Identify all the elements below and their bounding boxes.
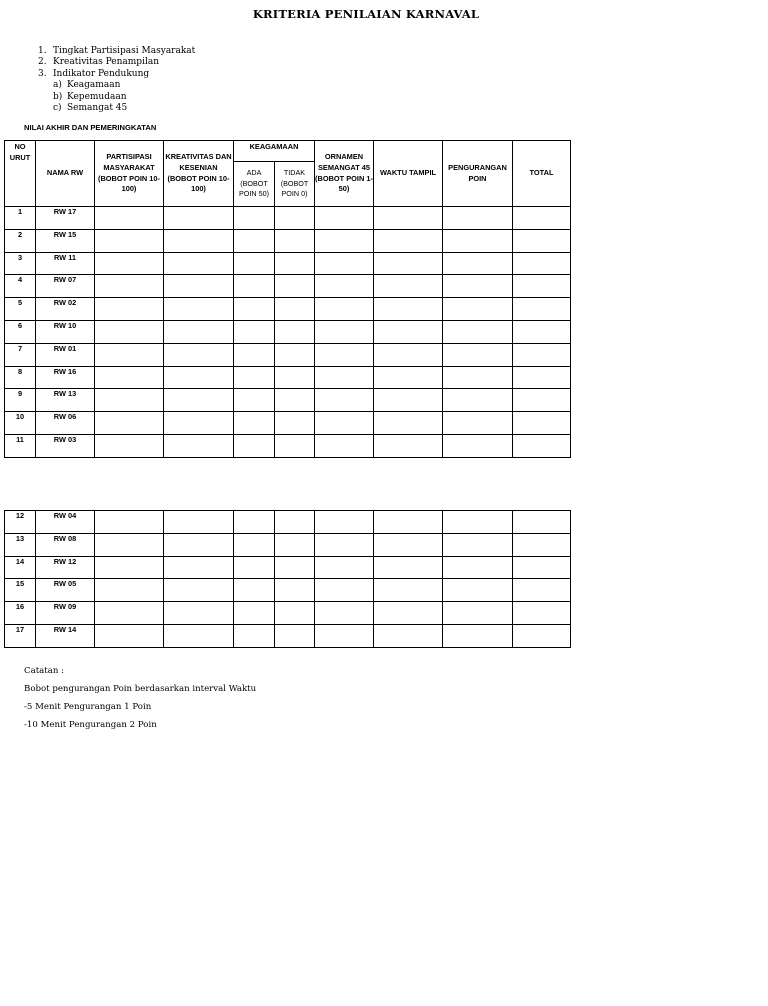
cell-score-empty[interactable] — [275, 252, 315, 275]
cell-no-urut: 6 — [5, 320, 36, 343]
cell-score-empty[interactable] — [443, 207, 513, 230]
cell-score-empty[interactable] — [513, 602, 571, 625]
cell-score-empty[interactable] — [374, 511, 443, 534]
cell-score-empty[interactable] — [234, 275, 275, 298]
cell-score-empty[interactable] — [275, 298, 315, 321]
cell-no-urut: 7 — [5, 343, 36, 366]
table-row — [5, 602, 571, 625]
cell-score-empty[interactable] — [374, 343, 443, 366]
table-row — [5, 207, 571, 230]
cell-score-empty[interactable] — [234, 602, 275, 625]
criteria-item — [38, 46, 195, 57]
cell-score-empty[interactable] — [234, 624, 275, 647]
cell-score-empty[interactable] — [95, 343, 164, 366]
cell-score-empty[interactable] — [374, 366, 443, 389]
sub-criteria-list — [38, 80, 195, 114]
cell-score-empty[interactable] — [95, 434, 164, 457]
cell-nama-rw: RW 01 — [36, 343, 95, 366]
cell-score-empty[interactable] — [513, 533, 571, 556]
sub-criteria-item — [53, 92, 195, 103]
criteria-item — [38, 69, 195, 80]
cell-score-empty[interactable] — [164, 275, 234, 298]
table-row — [5, 275, 571, 298]
cell-score-empty[interactable] — [315, 366, 374, 389]
notes-section — [24, 666, 256, 738]
cell-score-empty[interactable] — [443, 389, 513, 412]
cell-score-empty[interactable] — [513, 320, 571, 343]
cell-score-empty[interactable] — [95, 533, 164, 556]
sub-criteria-text: Keagamaan — [67, 80, 121, 91]
cell-score-empty[interactable] — [164, 579, 234, 602]
cell-score-empty[interactable] — [275, 320, 315, 343]
cell-score-empty[interactable] — [374, 207, 443, 230]
note-line: -5 Menit Pengurangan 1 Poin — [24, 702, 152, 712]
cell-nama-rw: RW 08 — [36, 533, 95, 556]
criteria-text: Tingkat Partisipasi Masyarakat — [53, 46, 196, 56]
cell-no-urut: 10 — [5, 412, 36, 435]
cell-score-empty[interactable] — [95, 412, 164, 435]
cell-score-empty[interactable] — [374, 320, 443, 343]
table-2-body — [5, 511, 571, 648]
table-row — [5, 579, 571, 602]
cell-score-empty[interactable] — [443, 298, 513, 321]
header-pengurangan-poin: PENGURANGAN POIN — [443, 141, 513, 207]
cell-score-empty[interactable] — [234, 343, 275, 366]
cell-nama-rw: RW 02 — [36, 298, 95, 321]
cell-score-empty[interactable] — [315, 207, 374, 230]
cell-nama-rw: RW 17 — [36, 207, 95, 230]
cell-score-empty[interactable] — [443, 229, 513, 252]
cell-score-empty[interactable] — [234, 579, 275, 602]
sub-criteria-item — [53, 103, 195, 114]
cell-score-empty[interactable] — [513, 275, 571, 298]
header-partisipasi: PARTISIPASI MASYARAKAT (BOBOT POIN 10-100) — [95, 141, 164, 207]
table-row — [5, 229, 571, 252]
sub-criteria-number: c) — [53, 103, 62, 114]
cell-score-empty[interactable] — [164, 320, 234, 343]
cell-score-empty[interactable] — [315, 624, 374, 647]
cell-score-empty[interactable] — [374, 298, 443, 321]
cell-score-empty[interactable] — [275, 207, 315, 230]
cell-nama-rw: RW 10 — [36, 320, 95, 343]
header-no-urut: NO URUT — [5, 141, 36, 207]
cell-score-empty[interactable] — [374, 389, 443, 412]
cell-score-empty[interactable] — [234, 207, 275, 230]
cell-score-empty[interactable] — [275, 511, 315, 534]
cell-score-empty[interactable] — [95, 556, 164, 579]
cell-no-urut: 8 — [5, 366, 36, 389]
cell-score-empty[interactable] — [315, 434, 374, 457]
sub-criteria-text: Kepemudaan — [67, 91, 127, 102]
cell-score-empty[interactable] — [513, 229, 571, 252]
cell-score-empty[interactable] — [315, 511, 374, 534]
cell-score-empty[interactable] — [95, 579, 164, 602]
header-keagamaan: KEAGAMAAN — [234, 141, 315, 162]
cell-score-empty[interactable] — [95, 298, 164, 321]
cell-score-empty[interactable] — [443, 252, 513, 275]
cell-score-empty[interactable] — [374, 556, 443, 579]
cell-nama-rw: RW 06 — [36, 412, 95, 435]
sub-criteria-item — [53, 80, 195, 91]
cell-no-urut: 16 — [5, 602, 36, 625]
cell-score-empty[interactable] — [95, 389, 164, 412]
cell-nama-rw: RW 13 — [36, 389, 95, 412]
cell-score-empty[interactable] — [443, 434, 513, 457]
cell-nama-rw: RW 04 — [36, 511, 95, 534]
cell-no-urut: 1 — [5, 207, 36, 230]
cell-score-empty[interactable] — [315, 343, 374, 366]
cell-score-empty[interactable] — [374, 275, 443, 298]
cell-no-urut: 5 — [5, 298, 36, 321]
cell-score-empty[interactable] — [164, 389, 234, 412]
cell-nama-rw: RW 09 — [36, 602, 95, 625]
cell-score-empty[interactable] — [234, 366, 275, 389]
cell-score-empty[interactable] — [164, 298, 234, 321]
cell-score-empty[interactable] — [374, 624, 443, 647]
cell-score-empty[interactable] — [275, 533, 315, 556]
cell-no-urut: 4 — [5, 275, 36, 298]
table-row — [5, 434, 571, 457]
cell-score-empty[interactable] — [513, 511, 571, 534]
cell-no-urut: 13 — [5, 533, 36, 556]
cell-nama-rw: RW 14 — [36, 624, 95, 647]
cell-no-urut: 12 — [5, 511, 36, 534]
table-row — [5, 412, 571, 435]
cell-score-empty[interactable] — [234, 412, 275, 435]
cell-score-empty[interactable] — [95, 252, 164, 275]
cell-score-empty[interactable] — [234, 511, 275, 534]
cell-score-empty[interactable] — [164, 533, 234, 556]
cell-score-empty[interactable] — [513, 556, 571, 579]
cell-score-empty[interactable] — [513, 412, 571, 435]
header-ada: ADA (BOBOT POIN 50) — [234, 162, 275, 207]
cell-score-empty[interactable] — [164, 229, 234, 252]
table-row — [5, 298, 571, 321]
cell-score-empty[interactable] — [275, 275, 315, 298]
cell-score-empty[interactable] — [234, 229, 275, 252]
sub-criteria-number: b) — [53, 91, 63, 102]
table-row — [5, 252, 571, 275]
criteria-text: Kreativitas Penampilan — [53, 57, 159, 68]
cell-score-empty[interactable] — [164, 366, 234, 389]
cell-score-empty[interactable] — [443, 579, 513, 602]
section-label: NILAI AKHIR DAN PEMERINGKATAN — [24, 123, 157, 132]
cell-score-empty[interactable] — [513, 389, 571, 412]
header-waktu-tampil: WAKTU TAMPIL — [374, 141, 443, 207]
cell-score-empty[interactable] — [443, 275, 513, 298]
cell-score-empty[interactable] — [374, 602, 443, 625]
cell-score-empty[interactable] — [95, 275, 164, 298]
note-line: -10 Menit Pengurangan 2 Poin — [24, 720, 157, 730]
notes-heading: Catatan : — [24, 666, 65, 676]
cell-nama-rw: RW 11 — [36, 252, 95, 275]
cell-score-empty[interactable] — [513, 207, 571, 230]
table-row — [5, 511, 571, 534]
cell-score-empty[interactable] — [164, 252, 234, 275]
cell-score-empty[interactable] — [275, 579, 315, 602]
cell-score-empty[interactable] — [443, 343, 513, 366]
cell-no-urut: 17 — [5, 624, 36, 647]
note-line: Bobot pengurangan Poin berdasarkan interval Waktu — [24, 684, 257, 694]
cell-score-empty[interactable] — [164, 207, 234, 230]
table-row — [5, 533, 571, 556]
cell-score-empty[interactable] — [513, 366, 571, 389]
table-row — [5, 320, 571, 343]
table-row — [5, 624, 571, 647]
cell-score-empty[interactable] — [234, 556, 275, 579]
cell-score-empty[interactable] — [443, 511, 513, 534]
cell-score-empty[interactable] — [164, 556, 234, 579]
score-table-2 — [4, 510, 571, 648]
cell-nama-rw: RW 16 — [36, 366, 95, 389]
cell-score-empty[interactable] — [275, 229, 315, 252]
score-table-1 — [4, 140, 571, 458]
cell-score-empty[interactable] — [315, 389, 374, 412]
cell-score-empty[interactable] — [315, 602, 374, 625]
cell-score-empty[interactable] — [315, 556, 374, 579]
cell-score-empty[interactable] — [374, 579, 443, 602]
cell-score-empty[interactable] — [443, 533, 513, 556]
cell-score-empty[interactable] — [513, 624, 571, 647]
cell-score-empty[interactable] — [275, 343, 315, 366]
cell-no-urut: 11 — [5, 434, 36, 457]
cell-score-empty[interactable] — [374, 229, 443, 252]
table-row — [5, 366, 571, 389]
cell-score-empty[interactable] — [95, 602, 164, 625]
criteria-text: Indikator Pendukung — [53, 68, 150, 79]
cell-score-empty[interactable] — [443, 556, 513, 579]
cell-nama-rw: RW 15 — [36, 229, 95, 252]
cell-score-empty[interactable] — [275, 434, 315, 457]
cell-no-urut: 9 — [5, 389, 36, 412]
cell-score-empty[interactable] — [164, 602, 234, 625]
document-title: KRITERIA PENILAIAN KARNAVAL — [252, 7, 480, 21]
cell-score-empty[interactable] — [275, 624, 315, 647]
cell-score-empty[interactable] — [443, 624, 513, 647]
cell-score-empty[interactable] — [275, 602, 315, 625]
sub-criteria-text: Semangat 45 — [67, 103, 128, 114]
cell-nama-rw: RW 07 — [36, 275, 95, 298]
header-kreativitas: KREATIVITAS DAN KESENIAN (BOBOT POIN 10-100) — [164, 141, 234, 207]
cell-score-empty[interactable] — [164, 511, 234, 534]
cell-score-empty[interactable] — [234, 389, 275, 412]
cell-score-empty[interactable] — [234, 298, 275, 321]
sub-criteria-number: a) — [53, 80, 62, 91]
cell-score-empty[interactable] — [234, 252, 275, 275]
cell-score-empty[interactable] — [275, 412, 315, 435]
cell-score-empty[interactable] — [513, 343, 571, 366]
cell-no-urut: 3 — [5, 252, 36, 275]
cell-score-empty[interactable] — [275, 366, 315, 389]
cell-score-empty[interactable] — [95, 229, 164, 252]
header-nama-rw: NAMA RW — [36, 141, 95, 207]
cell-score-empty[interactable] — [315, 320, 374, 343]
cell-score-empty[interactable] — [513, 298, 571, 321]
cell-score-empty[interactable] — [234, 434, 275, 457]
cell-score-empty[interactable] — [315, 533, 374, 556]
cell-score-empty[interactable] — [374, 434, 443, 457]
cell-score-empty[interactable] — [315, 229, 374, 252]
cell-score-empty[interactable] — [374, 533, 443, 556]
cell-nama-rw: RW 12 — [36, 556, 95, 579]
table-1-body — [5, 207, 571, 458]
cell-score-empty[interactable] — [95, 624, 164, 647]
cell-score-empty[interactable] — [95, 320, 164, 343]
cell-nama-rw: RW 05 — [36, 579, 95, 602]
cell-no-urut: 2 — [5, 229, 36, 252]
cell-score-empty[interactable] — [275, 556, 315, 579]
criteria-number: 1. — [38, 46, 47, 56]
cell-score-empty[interactable] — [513, 579, 571, 602]
cell-score-empty[interactable] — [95, 207, 164, 230]
cell-score-empty[interactable] — [164, 434, 234, 457]
cell-no-urut: 15 — [5, 579, 36, 602]
cell-score-empty[interactable] — [95, 511, 164, 534]
cell-score-empty[interactable] — [443, 366, 513, 389]
cell-score-empty[interactable] — [164, 624, 234, 647]
header-ornamen: ORNAMEN SEMANGAT 45 (BOBOT POIN 1- 50) — [315, 141, 374, 207]
cell-score-empty[interactable] — [95, 366, 164, 389]
cell-score-empty[interactable] — [315, 412, 374, 435]
cell-score-empty[interactable] — [513, 434, 571, 457]
cell-score-empty[interactable] — [374, 252, 443, 275]
cell-score-empty[interactable] — [164, 343, 234, 366]
criteria-item — [38, 57, 195, 68]
cell-score-empty[interactable] — [234, 533, 275, 556]
table-row — [5, 556, 571, 579]
criteria-number: 3. — [38, 68, 47, 79]
table-row — [5, 343, 571, 366]
cell-score-empty[interactable] — [443, 320, 513, 343]
cell-score-empty[interactable] — [315, 579, 374, 602]
table-row — [5, 389, 571, 412]
cell-nama-rw: RW 03 — [36, 434, 95, 457]
header-total: TOTAL — [513, 141, 571, 207]
cell-score-empty[interactable] — [443, 602, 513, 625]
cell-score-empty[interactable] — [315, 298, 374, 321]
criteria-list — [38, 46, 195, 114]
cell-score-empty[interactable] — [315, 275, 374, 298]
cell-score-empty[interactable] — [315, 252, 374, 275]
cell-score-empty[interactable] — [513, 252, 571, 275]
cell-score-empty[interactable] — [164, 412, 234, 435]
header-tidak: TIDAK (BOBOT POIN 0) — [275, 162, 315, 207]
cell-no-urut: 14 — [5, 556, 36, 579]
criteria-number: 2. — [38, 57, 47, 68]
cell-score-empty[interactable] — [275, 389, 315, 412]
cell-score-empty[interactable] — [234, 320, 275, 343]
cell-score-empty[interactable] — [443, 412, 513, 435]
cell-score-empty[interactable] — [374, 412, 443, 435]
